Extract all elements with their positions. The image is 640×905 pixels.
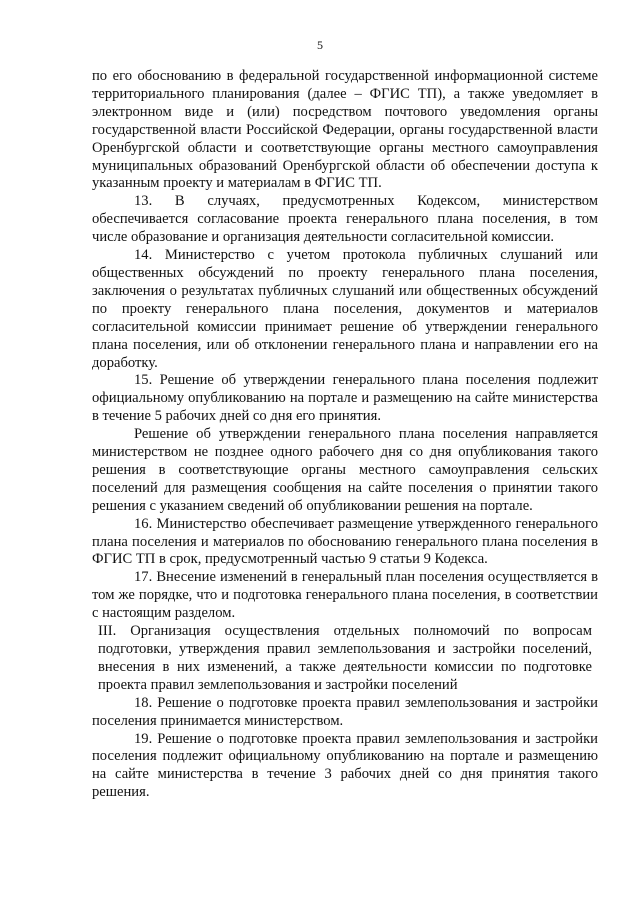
paragraph: 16. Министерство обеспечивает размещение утвержденного генерального плана поселения и материалов по обоснованию генерального плана поселения в ФГИС ТП в срок, предусмотренный частью 9 статьи 9 Кодекса. [92,515,598,568]
paragraph: 19. Решение о подготовке проекта правил землепользования и застройки поселения подлежит официальному опубликованию на портале и размещению на сайте министерства в течение 3 рабочих дней со дня принятия такого решения. [92,730,598,801]
document-body [92,68,598,802]
paragraph: 15. Решение об утверждении генерального плана поселения подлежит официальному опубликованию на портале и размещению на сайте министерства в течение 5 рабочих дней со дня его принятия. [92,372,598,425]
bottom-paragraphs [92,695,598,802]
paragraph: по его обоснованию в федеральной государственной информационной системе территориального планирования (далее – ФГИС ТП), а также уведомляет в электронном виде и (или) посредством почтового уведомления органы государственной власти Российской Федерации, органы государственной власти Оренбургской области и соответствующие органы местного самоуправления муниципальных образований Оренбургской области об обеспечении доступа к указанным проекту и материалам в ФГИС ТП. [92,68,598,192]
section-heading: III. Организация осуществления отдельных полномочий по вопросам подготовки, утверждения правил землепользования и застройки поселений, внесения в них изменений, а также деятельности комиссии по подготовке проекта правил землепользования и застройки поселений [98,623,592,693]
top-paragraphs [92,68,598,623]
paragraph: 18. Решение о подготовке проекта правил землепользования и застройки поселения принимается министерством. [92,694,598,729]
paragraph: 17. Внесение изменений в генеральный план поселения осуществляется в том же порядке, что и подготовка генерального плана поселения, в соответствии с настоящим разделом. [92,569,598,622]
paragraph: 13. В случаях, предусмотренных Кодексом, министерством обеспечивается согласование проекта генерального плана поселения, в том числе образование и организация деятельности согласительной комиссии. [92,193,598,246]
page-number: 5 [317,38,323,52]
paragraph: Решение об утверждении генерального плана поселения направляется министерством не позднее одного рабочего дня со дня опубликования такого решения в соответствующие органы местного самоуправления сельских поселений для размещения сообщения на сайте поселения о принятии такого решения с указанием сведений об опубликовании решения на портале. [92,426,598,514]
paragraph: 14. Министерство с учетом протокола публичных слушаний или общественных обсуждений по проекту генерального плана поселения, заключения о результатах публичных слушаний или общественных обсуждений по проекту генерального плана поселения, документов и материалов согласительной комиссии принимает решение об утверждении генерального плана поселения, или об отклонении генерального плана и направлении его на доработку. [92,247,598,371]
